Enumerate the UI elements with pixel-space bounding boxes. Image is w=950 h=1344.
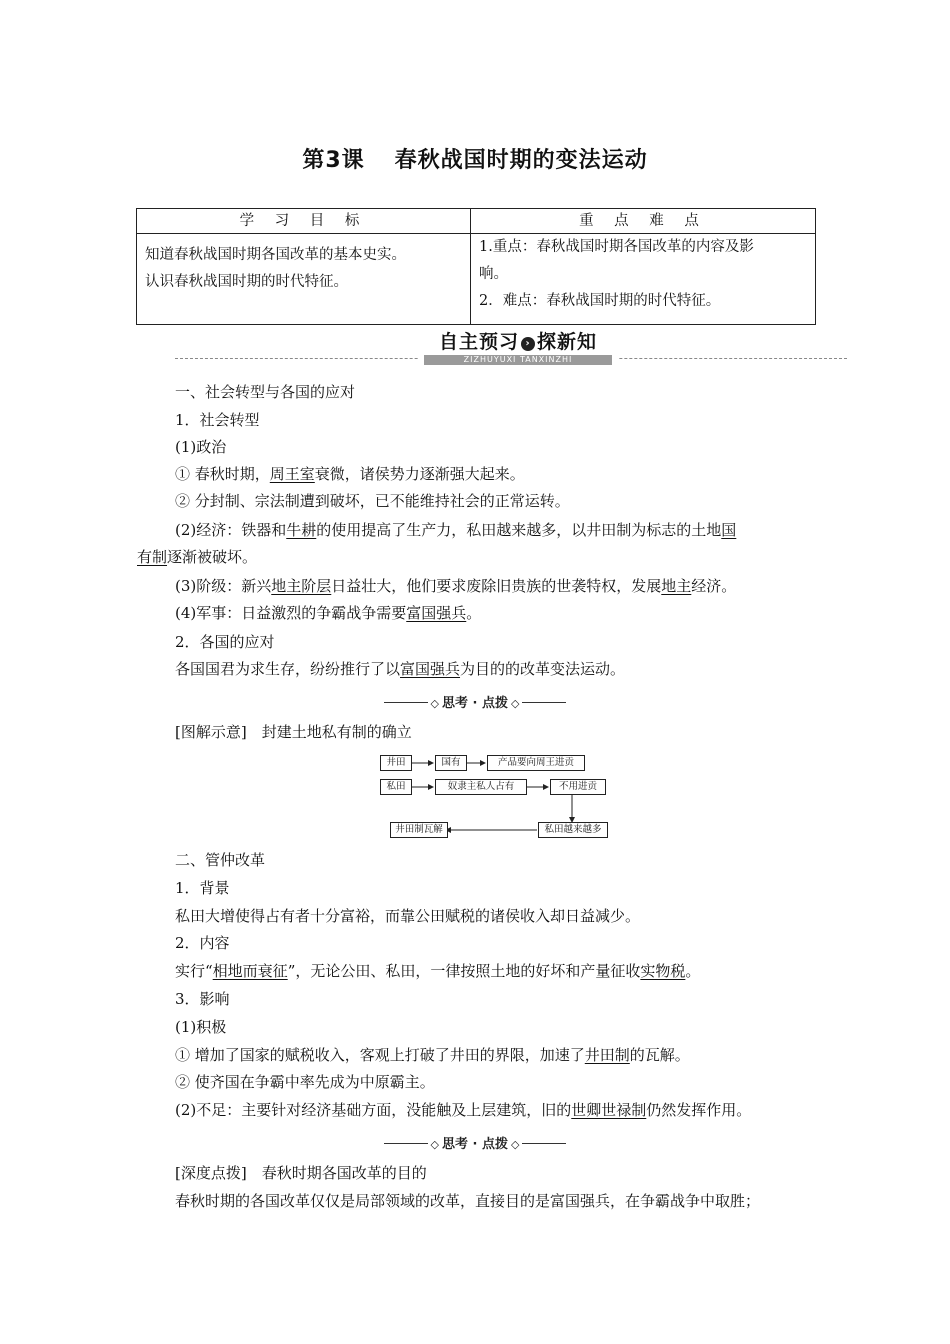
box-wajie: 井田制瓦解 (390, 822, 448, 838)
banner-title-b: 探新知 (537, 331, 598, 353)
paragraph: 私田大增使得占有者十分富裕，而靠公田赋税的诸侯收入却日益减少。 (175, 907, 641, 925)
answer-blank: 牛耕 (286, 521, 317, 539)
diagram-caption: [图解示意] 封建土地私有制的确立 (175, 723, 412, 741)
think-label: 思考 · 点拨 (442, 696, 508, 711)
text: 日益壮大，他们要求废除旧贵族的世袭特权，发展 (331, 577, 662, 595)
paragraph: (1)积极 (175, 1018, 227, 1036)
keypoints-header: 重 点 难 点 (471, 209, 816, 234)
text: 的使用提高了生产力，私田越来越多，以井田制为标志的土地 (316, 521, 722, 539)
text: 逐渐被破坏。 (167, 548, 258, 566)
lesson-number: 第3课 (302, 148, 365, 173)
think-label: 思考 · 点拨 (442, 1137, 508, 1152)
section-heading: 二、管仲改革 (175, 851, 266, 869)
answer-blank: 富国强兵 (406, 604, 467, 622)
paragraph: ② 分封制、宗法制遭到破坏，已不能维持社会的正常运转。 (175, 492, 570, 510)
text: (4)军事：日益激烈的争霸战争需要 (175, 604, 407, 622)
text: 为目的的改革变法运动。 (460, 660, 626, 678)
paragraph: 春秋时期的各国改革仅仅是局部领域的改革，直接目的是富国强兵，在争霸战争中取胜； (175, 1192, 761, 1210)
page-title (0, 143, 950, 174)
section-heading: 一、社会转型与各国的应对 (175, 383, 356, 401)
paragraph (175, 1100, 751, 1120)
keypoint-line: 1.重点：春秋战国时期各国改革的内容及影 (479, 239, 754, 255)
text: 衰微，诸侯势力逐渐强大起来。 (314, 465, 525, 483)
keypoints-cell (471, 234, 816, 325)
text: 。 (685, 962, 701, 980)
box-jingong: 产品要向周王进贡 (487, 755, 585, 771)
box-yuelai: 私田越来越多 (538, 822, 608, 838)
keypoint-line: 2．难点：春秋战国时期的时代特征。 (479, 293, 721, 309)
paragraph (175, 603, 481, 623)
box-buyong: 不用进贡 (550, 779, 606, 795)
box-guoyou: 国有 (435, 755, 467, 771)
paragraph (137, 547, 257, 567)
answer-blank: 有制 (137, 548, 168, 566)
answer-blank: 周王室 (269, 465, 315, 483)
paragraph: 1．社会转型 (175, 411, 260, 429)
section-banner (0, 330, 950, 370)
paragraph (175, 464, 525, 484)
paragraph: 2．各国的应对 (175, 633, 275, 651)
box-sitian: 私田 (380, 779, 412, 795)
text: ”，无论公田、私田，一律按照土地的好坏和产量征收 (287, 962, 641, 980)
text: (2)不足：主要针对经济基础方面，没能触及上层建筑，旧的 (175, 1101, 572, 1119)
keypoint-line: 响。 (479, 266, 508, 282)
paragraph (175, 576, 736, 596)
paragraph: ② 使齐国在争霸中率先成为中原霸主。 (175, 1073, 435, 1091)
diamond-icon: ◇ (430, 1138, 439, 1151)
answer-blank: 地主 (661, 577, 692, 595)
text: (2)经济：铁器和 (175, 521, 287, 539)
answer-blank: 世卿世禄制 (571, 1101, 647, 1119)
text: 。 (466, 604, 482, 622)
text: 的瓦解。 (629, 1046, 690, 1064)
answer-blank: 富国强兵 (400, 660, 461, 678)
banner-subtitle: ZIZHUYUXI TANXINZHI (424, 355, 612, 365)
land-ownership-diagram (380, 750, 610, 842)
think-divider (0, 692, 950, 711)
answer-blank: 相地而衰征 (212, 962, 288, 980)
goals-header: 学 习 目 标 (137, 209, 471, 234)
text: ① 春秋时期， (175, 465, 270, 483)
box-jingtian: 井田 (380, 755, 412, 771)
text: 仍然发挥作用。 (646, 1101, 752, 1119)
goals-table (136, 208, 816, 325)
think-divider (0, 1133, 950, 1152)
answer-blank: 井田制 (584, 1046, 630, 1064)
banner-title-a: 自主预习 (438, 331, 519, 353)
text: ① 增加了国家的赋税收入，客观上打破了井田的界限，加速了 (175, 1046, 585, 1064)
box-nuli: 奴隶主私人占有 (435, 779, 527, 795)
answer-blank: 国 (721, 521, 737, 539)
goal-line: 认识春秋战国时期的时代特征。 (145, 274, 348, 290)
caption: [深度点拨] 春秋时期各国改革的目的 (175, 1164, 427, 1182)
diamond-icon: ◇ (511, 1138, 520, 1151)
text: 各国国君为求生存，纷纷推行了以 (175, 660, 401, 678)
text: 经济。 (691, 577, 737, 595)
answer-blank: 实物税 (640, 962, 686, 980)
paragraph: (1)政治 (175, 438, 227, 456)
lesson-topic: 春秋战国时期的变法运动 (394, 148, 648, 173)
paragraph: 3．影响 (175, 990, 230, 1008)
diamond-icon: ◇ (511, 697, 520, 710)
goal-line: 知道春秋战国时期各国改革的基本史实。 (145, 247, 406, 263)
paragraph: 1．背景 (175, 879, 230, 897)
paragraph (175, 1045, 690, 1065)
answer-blank: 地主阶层 (271, 577, 332, 595)
paragraph (175, 520, 736, 540)
diamond-icon: ◇ (430, 697, 439, 710)
text: 实行“ (175, 962, 213, 980)
goals-cell (137, 234, 471, 325)
paragraph (175, 659, 625, 679)
paragraph: 2．内容 (175, 934, 230, 952)
paragraph (175, 961, 700, 981)
arrow-icon: › (521, 337, 535, 351)
text: (3)阶级：新兴 (175, 577, 272, 595)
